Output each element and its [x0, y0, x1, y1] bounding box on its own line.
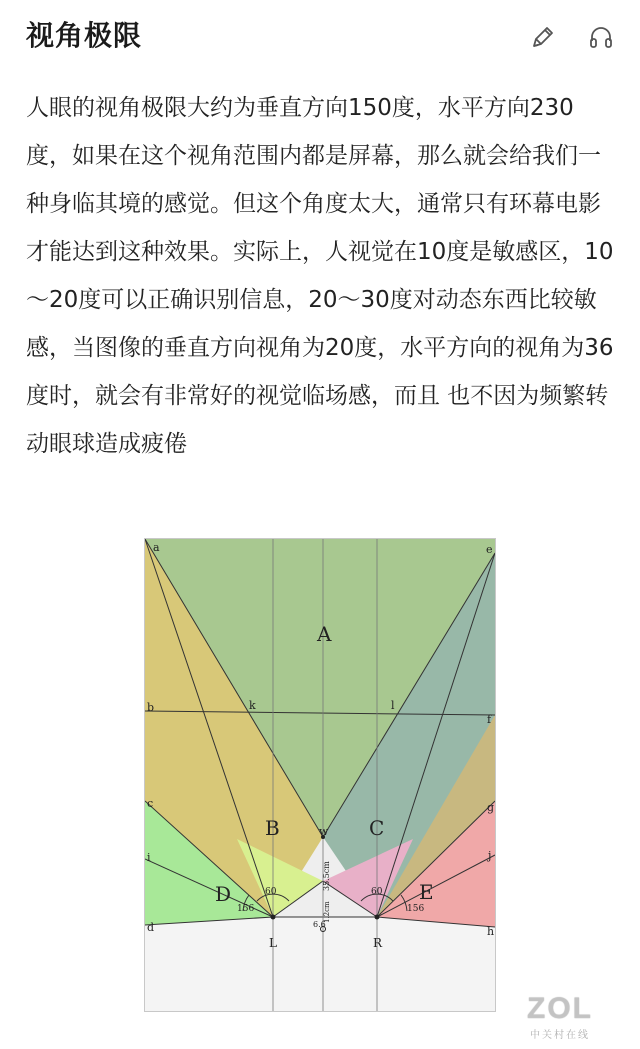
listen-button[interactable] [586, 22, 616, 52]
diagram-svg [145, 539, 495, 1011]
label-b: B [265, 816, 280, 840]
right-eye-point [375, 915, 380, 920]
edge-label-e: e [486, 543, 493, 556]
eye-label-right: R [373, 936, 383, 950]
height-measure: 35.5cm [322, 861, 331, 891]
viewing-angle-diagram [144, 538, 496, 1012]
edge-label-f: f [487, 713, 492, 726]
label-d: D [215, 882, 232, 906]
headphones-icon [586, 22, 616, 52]
edge-label-a: a [153, 541, 160, 554]
edge-label-j: j [488, 849, 492, 862]
edge-label-h: h [487, 925, 495, 938]
mid-measure: 1.2cm [323, 901, 331, 923]
edge-label-g: g [487, 801, 495, 814]
article-paragraph: 人眼的视角极限大约为垂直方向150度，水平方向230度，如果在这个视角范围内都是屏幕，那么就会给我们一种身临其境的感觉。但这个角度太大，通常只有环幕电影才能达到这种效果。实际上，人视觉在10度是敏感区，10 ～20度可以正确识别信息，20～30度对动态东西比较敏感，当图像的垂直方向视角为20度，水平方向的视角为36度时，就会有非常好的视觉临场感，而且 也不因为频繁转动眼球造成疲倦 [26, 95, 614, 457]
inner-label-l: l [391, 699, 395, 712]
watermark-logo: ZOL [527, 992, 593, 1025]
angle-right-outer: 156 [407, 904, 425, 914]
angle-left-outer: 156 [237, 904, 255, 914]
label-a: A [317, 622, 332, 646]
eye-label-left: L [269, 936, 277, 950]
edge-label-d: d [147, 921, 155, 934]
base-measure: 6.6 [313, 920, 326, 929]
left-eye-point [271, 915, 276, 920]
edge-label-c: c [147, 797, 154, 810]
article-header [0, 0, 640, 72]
inner-label-w: w [319, 825, 329, 838]
page-title: 视角极限 [26, 19, 143, 52]
angle-left-inner: 60 [265, 887, 277, 897]
edge-label-i: i [147, 851, 151, 864]
inner-label-k: k [249, 699, 256, 712]
edit-button[interactable] [528, 22, 558, 52]
edge-label-b: b [147, 701, 155, 714]
watermark-subtitle: 中关村在线 [530, 1030, 590, 1041]
pencil-icon [528, 22, 558, 52]
region-base [145, 917, 495, 1011]
zol-watermark [520, 992, 600, 1040]
label-e: E [419, 880, 434, 904]
label-c: C [369, 816, 385, 840]
angle-right-inner: 60 [371, 887, 383, 897]
